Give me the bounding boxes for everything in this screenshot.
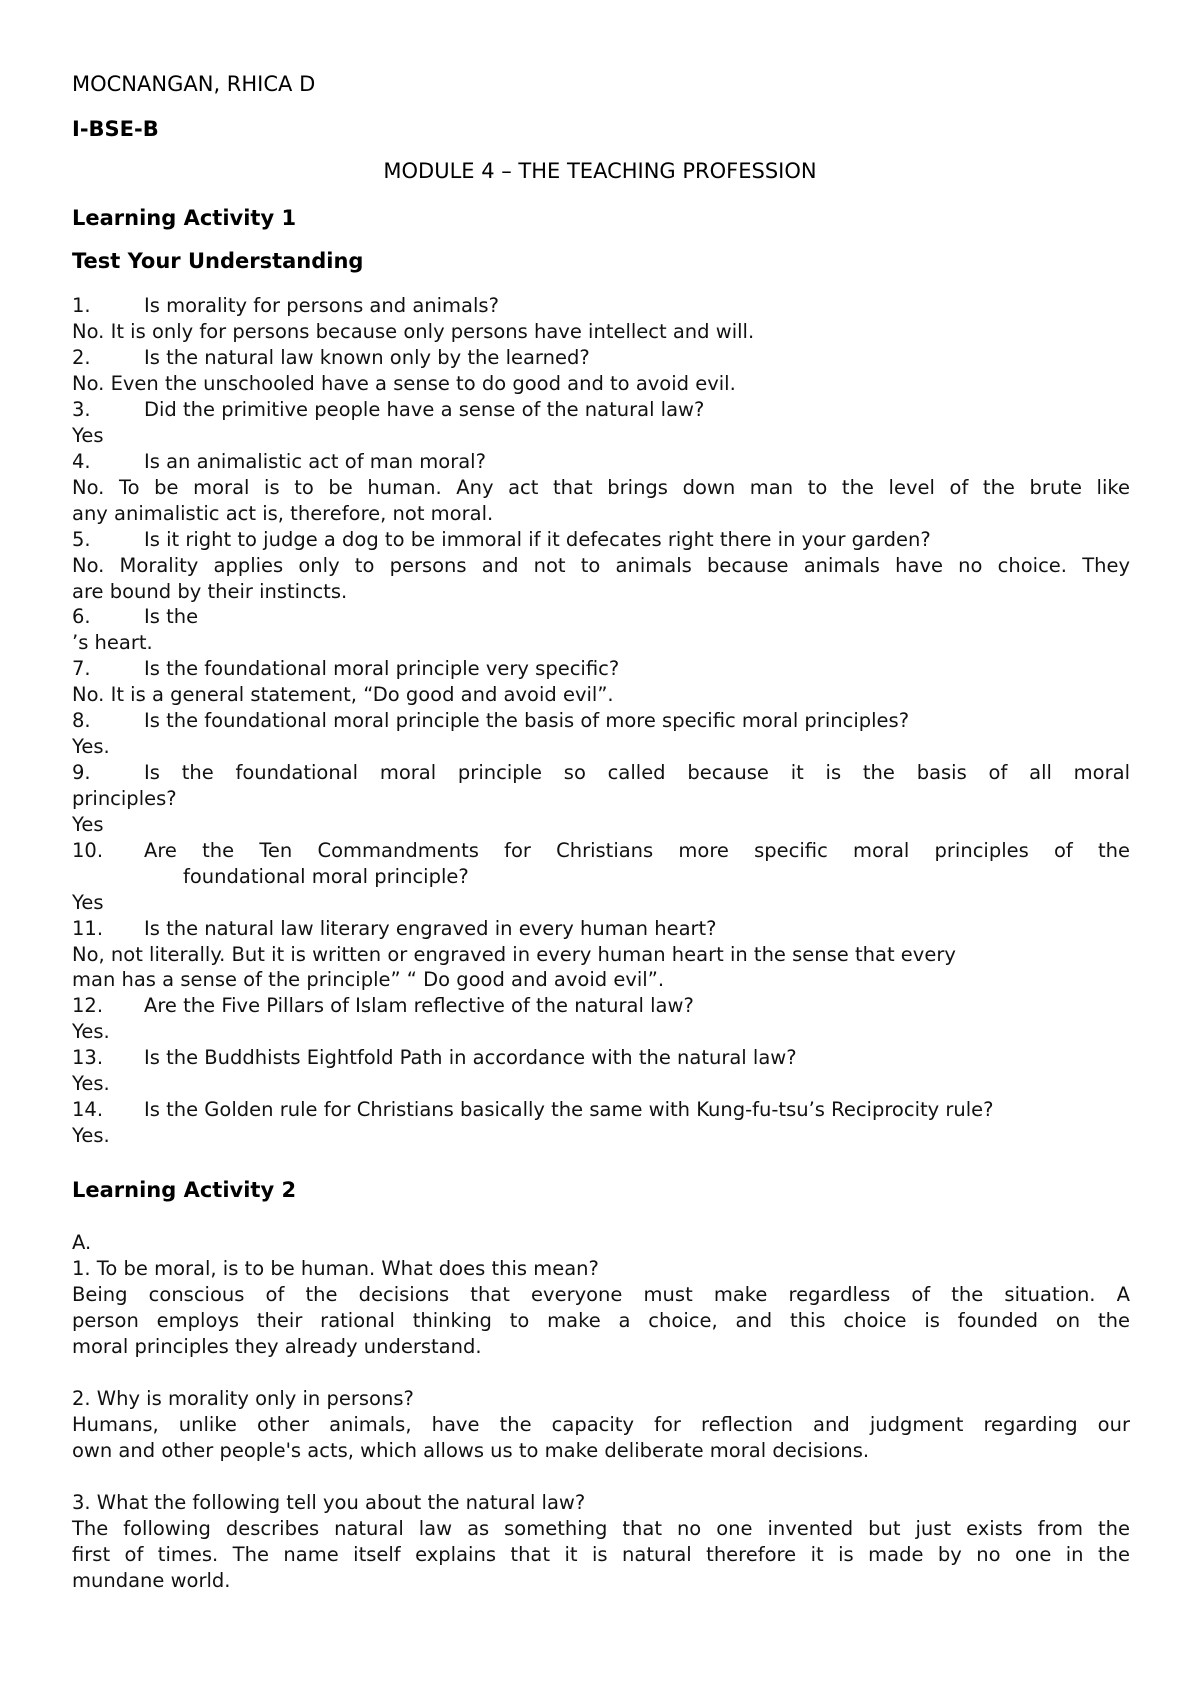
answer-4-line-1: No. To be moral is to be human. Any act that brings down man to the level of the brute like xyxy=(72,476,1130,499)
answer-3: Yes xyxy=(72,424,104,447)
question-9-line-2: principles? xyxy=(72,787,177,810)
answer-9: Yes xyxy=(72,813,104,836)
activity1-title: Learning Activity 1 xyxy=(72,206,297,230)
question-10-line-2: foundational moral principle? xyxy=(183,865,469,888)
a2-answer-3-line-2: first of times. The name itself explains that it is natural therefore it is made by no one in the xyxy=(72,1543,1130,1566)
question-text: Is the natural law known only by the learned? xyxy=(144,346,590,369)
a2-question-1: 1. To be moral, is to be human. What does this mean? xyxy=(72,1257,599,1280)
question-text: Is morality for persons and animals? xyxy=(144,294,499,317)
a2-question-2: 2. Why is morality only in persons? xyxy=(72,1387,414,1410)
module-title: MODULE 4 – THE TEACHING PROFESSION xyxy=(383,159,817,183)
a2-answer-1-line-2: person employs their rational thinking to make a choice, and this choice is founded on the xyxy=(72,1309,1130,1332)
question-text: Is the xyxy=(144,605,199,628)
answer-7: No. It is a general statement, “Do good and avoid evil”. xyxy=(72,683,614,706)
question-text: Is the Buddhists Eightfold Path in accordance with the natural law? xyxy=(144,1046,797,1069)
question-number: 8. xyxy=(72,709,91,732)
question-number: 4. xyxy=(72,450,91,473)
activity1-subtitle: Test Your Understanding xyxy=(72,249,364,273)
question-number: 7. xyxy=(72,657,91,680)
question-number: 13. xyxy=(72,1046,104,1069)
question-text: Is the foundational moral principle the basis of more specific moral principles? xyxy=(144,709,910,732)
student-name: MOCNANGAN, RHICA D xyxy=(72,72,316,96)
question-number: 12. xyxy=(72,994,104,1017)
question-number: 11. xyxy=(72,917,104,940)
answer-1: No. It is only for persons because only persons have intellect and will. xyxy=(72,320,755,343)
answer-2: No. Even the unschooled have a sense to do good and to avoid evil. xyxy=(72,372,736,395)
answer-8: Yes. xyxy=(72,735,110,758)
question-text: Are the Ten Commandments for Christians more specific moral principles of the xyxy=(144,839,1130,862)
answer-6: ’s heart. xyxy=(72,631,153,654)
a2-answer-3-line-1: The following describes natural law as something that no one invented but just exists from the xyxy=(72,1517,1130,1540)
answer-12: Yes. xyxy=(72,1020,110,1043)
question-number: 9. xyxy=(72,761,91,784)
a2-question-3: 3. What the following tell you about the natural law? xyxy=(72,1491,586,1514)
answer-11-line-1: No, not literally. But it is written or engraved in every human heart in the sense that every xyxy=(72,943,956,966)
question-number: 2. xyxy=(72,346,91,369)
a2-answer-2-line-1: Humans, unlike other animals, have the capacity for reflection and judgment regarding our xyxy=(72,1413,1130,1436)
question-text: Is the foundational moral principle very specific? xyxy=(144,657,620,680)
answer-5-line-2: are bound by their instincts. xyxy=(72,580,348,603)
question-text: Are the Five Pillars of Islam reflective of the natural law? xyxy=(144,994,694,1017)
question-text: Did the primitive people have a sense of the natural law? xyxy=(144,398,705,421)
question-number: 6. xyxy=(72,605,91,628)
question-number: 10. xyxy=(72,839,104,862)
answer-13: Yes. xyxy=(72,1072,110,1095)
question-text: Is the Golden rule for Christians basically the same with Kung-fu-tsu’s Reciprocity rule? xyxy=(144,1098,994,1121)
answer-10: Yes xyxy=(72,891,104,914)
answer-4-line-2: any animalistic act is, therefore, not moral. xyxy=(72,502,494,525)
a2-answer-1-line-1: Being conscious of the decisions that everyone must make regardless of the situation. A xyxy=(72,1283,1130,1306)
question-text: Is it right to judge a dog to be immoral if it defecates right there in your garden? xyxy=(144,528,931,551)
question-text: Is the foundational moral principle so called because it is the basis of all moral xyxy=(144,761,1130,784)
answer-5-line-1: No. Morality applies only to persons and not to animals because animals have no choice. They xyxy=(72,554,1130,577)
a2-answer-3-line-3: mundane world. xyxy=(72,1569,231,1592)
student-section: I-BSE-B xyxy=(72,117,159,141)
answer-14: Yes. xyxy=(72,1124,110,1147)
a2-answer-2-line-2: own and other people's acts, which allows us to make deliberate moral decisions. xyxy=(72,1439,870,1462)
part-label: A. xyxy=(72,1231,92,1254)
question-text: Is the natural law literary engraved in every human heart? xyxy=(144,917,717,940)
activity2-title: Learning Activity 2 xyxy=(72,1178,297,1202)
question-number: 14. xyxy=(72,1098,104,1121)
a2-answer-1-line-3: moral principles they already understand. xyxy=(72,1335,482,1358)
question-number: 1. xyxy=(72,294,91,317)
question-number: 3. xyxy=(72,398,91,421)
answer-11-line-2: man has a sense of the principle” “ Do good and avoid evil”. xyxy=(72,968,665,991)
question-text: Is an animalistic act of man moral? xyxy=(144,450,486,473)
question-number: 5. xyxy=(72,528,91,551)
